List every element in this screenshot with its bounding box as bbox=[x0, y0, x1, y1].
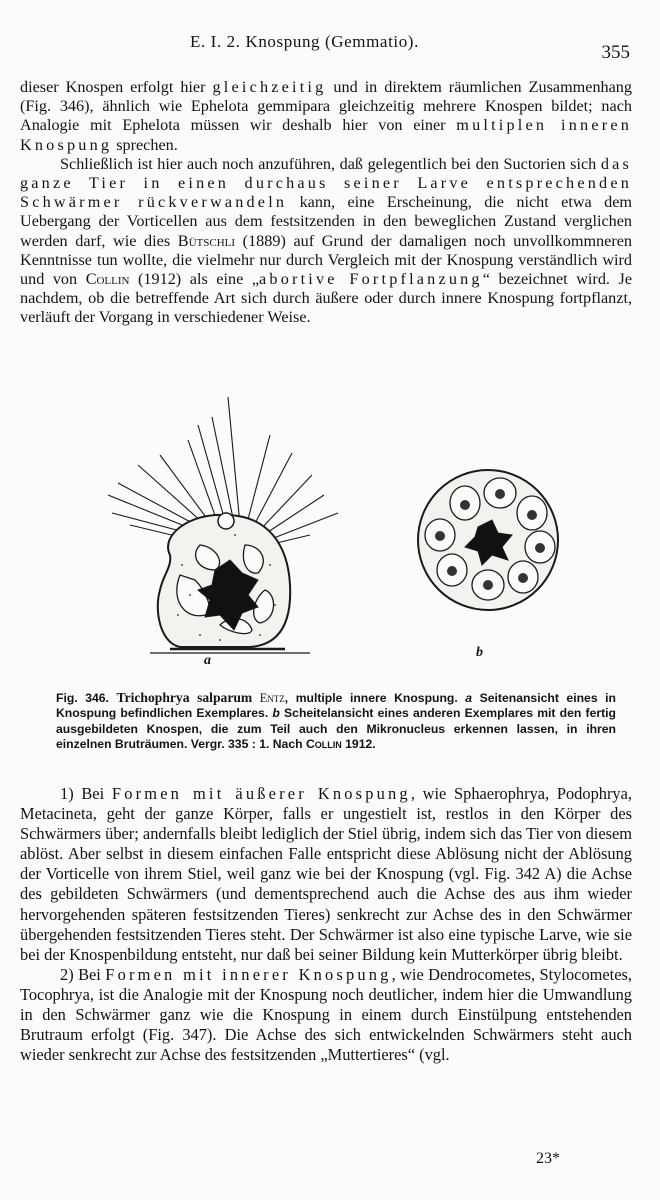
bottom-text-block bbox=[20, 784, 632, 1065]
spaced-emphasis: das ganze Tier in einen durchaus seiner Larve entsprechenden Schwärmer rückverwandeln bbox=[20, 154, 632, 212]
figure-number: Fig. 346. bbox=[56, 691, 109, 705]
paragraph: dieser Knospen erfolgt hier gleichzeitig und in direktem räumlichen Zusammenhang (Fig. 346), ähnlich wie Ephelota gemmipara gleichzeitig mehrere Knospen bildet; nach Analogie mit Ephelota müssen wir deshalb hier von einer multiplen inneren Knospung sprechen. bbox=[20, 78, 632, 154]
paragraph: Schließlich ist hier auch noch anzuführen, daß gelegentlich bei den Suctorien sich das ganze Tier in einen durchaus seiner Larve entsprechenden Schwärmer rückverwandeln kann, eine Erscheinung, die nicht etwa dem Uebergang der Vorticellen aus dem festsitzenden in den beweglichen Zustand verglichen werden darf, wie dies Bütschli (1889) auf Grund der damaligen noch unvollkommneren Kenntnisse tun wollte, die vielmehr nur durch Vergleich mit der Knospung verständlich wird und von Collin (1912) als eine „abortive Fortpflanzung“ bezeichnet wird. Je nachdem, ob die betreffende Art sich durch äußere oder durch innere Knospung fortpflanzt, verläuft der Vorgang in verschiedener Weise. bbox=[20, 154, 633, 327]
author-name: Collin bbox=[305, 737, 342, 752]
figure-illustration bbox=[20, 395, 640, 680]
signature-mark: 23* bbox=[536, 1150, 560, 1167]
author-name: Collin bbox=[85, 270, 130, 289]
author-name: Bütschli bbox=[177, 231, 236, 250]
page-number: 355 bbox=[601, 42, 630, 63]
paragraph: 1) Bei Formen mit äußerer Knospung, wie Sphaerophrya, Podophrya, Metacineta, geht der ganze Körper, falls er ungestielt ist, restlos in den Körper des Schwärmers über; andernfalls bleibt lediglich der Stiel übrig, indem sich das Tier von diesem ablöst. Aber selbst in diesem einfachen Falle entspricht diese Ablösung nicht der Ablösung der Vorticelle von ihrem Stiel, weil ganz wie bei der Knospung (vgl. Fig. 342 A) die Achse des gebildeten Schwärmers (und dementsprechend auch die Achse des aus ihm wieder hervorgehenden späteren festsitzenden Tieres) senkrecht zur Achse des in den Schwärmer übergehenden festsitzenden Tieres steht. Der Schwärmer ist also eine typische Larve, wie sie bei der Knospenbildung entsteht, nur daß bei seiner Bildung kein Mutterkörper übrig bleibt. bbox=[20, 784, 632, 964]
top-text-block bbox=[20, 78, 632, 328]
figure-346 bbox=[20, 395, 640, 680]
figure-b-apical-view bbox=[418, 470, 558, 610]
spaced-emphasis: Formen mit innerer Knospung bbox=[105, 964, 392, 984]
running-title: E. I. 2. Knospung (Gemmatio). bbox=[190, 32, 419, 51]
spaced-emphasis: multiplen inneren Knospung bbox=[20, 116, 632, 154]
spaced-emphasis: gleichzeitig bbox=[212, 78, 327, 96]
spaced-emphasis: abortive Fortpflanzung bbox=[259, 270, 483, 289]
figure-a-lateral-view bbox=[108, 397, 338, 653]
author-name: Entz bbox=[259, 691, 285, 705]
figure-label-b: b bbox=[476, 645, 483, 660]
species-name: Trichophrya salparum bbox=[116, 690, 253, 705]
figure-caption: Fig. 346. Trichophrya salparum Entz, multiple innere Knospung. a Seitenansicht eines in Knospung befindlichen Exemplares. b Scheitelansicht eines anderen Exemplares mit den fertig ausgebildeten Knospen, die zum Teil auch den Mikronucleus erkennen lassen, in ihren einzelnen Bruträumen. Vergr. 335 : 1. Nach Collin 1912. bbox=[56, 690, 616, 752]
figure-label-a: a bbox=[204, 653, 211, 668]
paragraph: 2) Bei Formen mit innerer Knospung, wie Dendrocometes, Stylocometes, Tocophrya, ist die Analogie mit der Knospung noch deutlicher, indem hier die Umwandlung in den Schwärmer ganz wie die Knospung in einem durch Einstülpung entstehenden Brutraum erfolgt (Fig. 347). Die Achse des sich entwickelnden Schwärmers steht auch wieder senkrecht zur Achse des festsitzenden „Muttertieres“ (vgl. bbox=[20, 964, 632, 1065]
spaced-emphasis: Formen mit äußerer Knospung bbox=[111, 784, 411, 803]
